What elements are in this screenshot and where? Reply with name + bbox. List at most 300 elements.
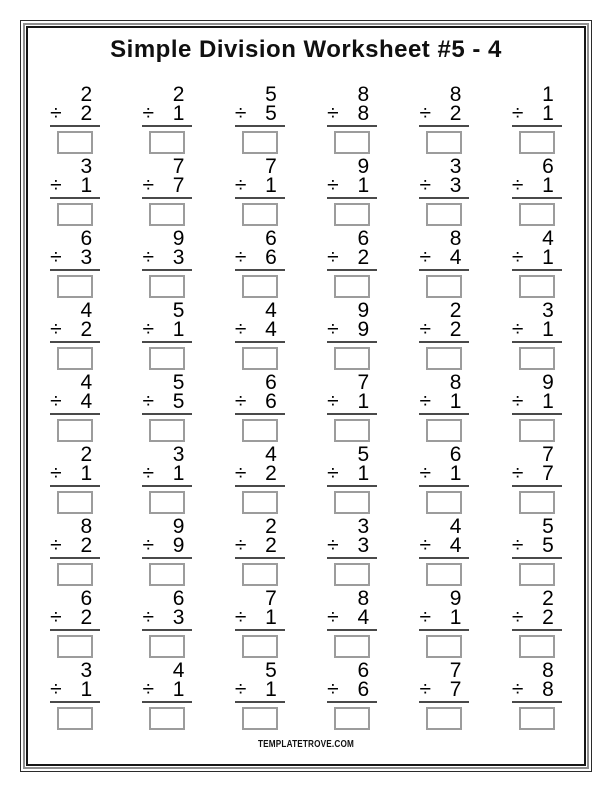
answer-line — [235, 269, 285, 271]
division-problem — [419, 445, 469, 517]
divide-sign-icon: ÷ — [327, 174, 339, 197]
answer-line — [327, 269, 377, 271]
answer-line — [50, 701, 100, 703]
divisor: 2 — [80, 102, 93, 125]
answer-box[interactable] — [334, 707, 370, 730]
answer-box[interactable] — [426, 347, 462, 370]
answer-box[interactable] — [149, 707, 185, 730]
dividend: 3 — [357, 515, 370, 538]
answer-line — [419, 485, 469, 487]
answer-line — [142, 269, 192, 271]
divide-sign-icon: ÷ — [50, 462, 62, 485]
divisor: 1 — [172, 678, 185, 701]
dividend: 7 — [357, 371, 370, 394]
division-problem — [327, 301, 377, 373]
answer-box[interactable] — [426, 131, 462, 154]
division-problem — [50, 157, 100, 229]
division-problem — [512, 589, 562, 661]
divide-sign-icon: ÷ — [234, 462, 247, 485]
dividend: 2 — [172, 83, 185, 106]
dividend: 2 — [542, 587, 554, 610]
division-problem — [50, 445, 100, 517]
answer-line — [235, 125, 285, 127]
division-problem — [235, 229, 285, 301]
answer-line — [419, 629, 469, 631]
division-problem — [142, 661, 192, 733]
division-problem — [50, 85, 100, 157]
dividend: 9 — [172, 227, 185, 250]
division-problem — [327, 589, 377, 661]
dividend: 9 — [449, 587, 462, 610]
page-content — [29, 29, 583, 763]
dividend: 4 — [80, 299, 93, 322]
divisor: 5 — [542, 534, 554, 557]
divide-sign-icon: ÷ — [50, 678, 62, 701]
answer-box[interactable] — [334, 347, 370, 370]
answer-line — [419, 197, 469, 199]
divide-sign-icon: ÷ — [327, 606, 339, 629]
divisor: 1 — [542, 102, 554, 125]
answer-box[interactable] — [149, 563, 185, 586]
division-problem — [50, 373, 100, 445]
answer-box[interactable] — [57, 635, 93, 658]
answer-line — [142, 485, 192, 487]
answer-box[interactable] — [426, 491, 462, 514]
dividend: 6 — [80, 587, 93, 610]
divide-sign-icon: ÷ — [50, 102, 62, 125]
divisor: 8 — [357, 102, 370, 125]
divide-sign-icon: ÷ — [234, 678, 247, 701]
answer-box[interactable] — [57, 707, 93, 730]
divide-sign-icon: ÷ — [419, 678, 432, 701]
answer-box[interactable] — [426, 203, 462, 226]
division-problem — [419, 661, 469, 733]
answer-line — [419, 413, 469, 415]
divisor: 4 — [357, 606, 370, 629]
answer-box[interactable] — [149, 491, 185, 514]
divide-sign-icon: ÷ — [142, 534, 155, 557]
divisor: 1 — [80, 174, 93, 197]
divide-sign-icon: ÷ — [419, 174, 432, 197]
divide-sign-icon: ÷ — [327, 390, 339, 413]
divide-sign-icon: ÷ — [142, 318, 155, 341]
dividend: 5 — [542, 515, 554, 538]
division-problem — [142, 301, 192, 373]
answer-line — [512, 557, 562, 559]
division-problem — [142, 589, 192, 661]
answer-box[interactable] — [57, 563, 93, 586]
answer-line — [327, 485, 377, 487]
divide-sign-icon: ÷ — [327, 678, 339, 701]
answer-line — [419, 125, 469, 127]
dividend: 2 — [449, 299, 462, 322]
answer-line — [50, 197, 100, 199]
division-problem — [419, 373, 469, 445]
division-problem — [142, 445, 192, 517]
divide-sign-icon: ÷ — [234, 318, 247, 341]
answer-box[interactable] — [426, 563, 462, 586]
answer-box[interactable] — [519, 275, 555, 298]
division-problem — [50, 661, 100, 733]
division-problem — [512, 229, 562, 301]
divisor: 4 — [449, 534, 462, 557]
dividend: 8 — [449, 227, 462, 250]
answer-line — [419, 557, 469, 559]
answer-box[interactable] — [242, 347, 278, 370]
divide-sign-icon: ÷ — [419, 102, 432, 125]
dividend: 3 — [80, 155, 93, 178]
answer-line — [142, 629, 192, 631]
answer-box[interactable] — [57, 131, 93, 154]
divisor: 1 — [449, 462, 462, 485]
dividend: 7 — [542, 443, 554, 466]
divide-sign-icon: ÷ — [142, 390, 155, 413]
divisor: 1 — [80, 462, 93, 485]
answer-box[interactable] — [149, 131, 185, 154]
dividend: 5 — [357, 443, 370, 466]
answer-box[interactable] — [242, 491, 278, 514]
answer-box[interactable] — [242, 635, 278, 658]
dividend: 9 — [542, 371, 554, 394]
dividend: 6 — [265, 227, 277, 250]
divisor: 7 — [542, 462, 554, 485]
division-problem — [235, 301, 285, 373]
divide-sign-icon: ÷ — [419, 606, 432, 629]
dividend: 7 — [449, 659, 462, 682]
answer-line — [327, 701, 377, 703]
division-problem — [235, 661, 285, 733]
divisor: 6 — [357, 678, 370, 701]
division-problem — [142, 85, 192, 157]
divisor: 2 — [265, 462, 277, 485]
answer-box[interactable] — [149, 347, 185, 370]
dividend: 8 — [80, 515, 93, 538]
divide-sign-icon: ÷ — [511, 462, 524, 485]
division-problem — [50, 589, 100, 661]
answer-line — [142, 125, 192, 127]
divisor: 1 — [542, 174, 554, 197]
answer-line — [235, 485, 285, 487]
divide-sign-icon: ÷ — [234, 606, 247, 629]
answer-box[interactable] — [334, 419, 370, 442]
division-problem — [512, 517, 562, 589]
division-problem — [50, 301, 100, 373]
answer-box[interactable] — [334, 491, 370, 514]
answer-line — [327, 341, 377, 343]
answer-box[interactable] — [519, 635, 555, 658]
division-problem — [235, 85, 285, 157]
divide-sign-icon: ÷ — [419, 390, 432, 413]
dividend: 8 — [357, 83, 370, 106]
divide-sign-icon: ÷ — [511, 390, 524, 413]
divisor: 4 — [80, 390, 93, 413]
divide-sign-icon: ÷ — [511, 606, 524, 629]
divisor: 1 — [542, 246, 554, 269]
dividend: 6 — [357, 227, 370, 250]
divide-sign-icon: ÷ — [234, 174, 247, 197]
divisor: 1 — [172, 318, 185, 341]
division-problem — [235, 445, 285, 517]
division-problem — [327, 517, 377, 589]
dividend: 6 — [172, 587, 185, 610]
answer-box[interactable] — [242, 707, 278, 730]
dividend: 5 — [172, 371, 185, 394]
divisor: 2 — [449, 318, 462, 341]
divisor: 5 — [265, 102, 277, 125]
answer-line — [419, 269, 469, 271]
divide-sign-icon: ÷ — [327, 534, 339, 557]
dividend: 6 — [449, 443, 462, 466]
divide-sign-icon: ÷ — [142, 246, 155, 269]
divisor: 3 — [357, 534, 370, 557]
answer-box[interactable] — [242, 203, 278, 226]
divisor: 1 — [172, 462, 185, 485]
divide-sign-icon: ÷ — [511, 246, 524, 269]
answer-box[interactable] — [242, 419, 278, 442]
divisor: 2 — [542, 606, 554, 629]
answer-box[interactable] — [426, 419, 462, 442]
dividend: 5 — [265, 659, 277, 682]
page-title: Simple Division Worksheet #5 - 4 — [110, 36, 502, 63]
answer-line — [512, 629, 562, 631]
division-problem — [512, 445, 562, 517]
division-problem — [327, 373, 377, 445]
divide-sign-icon: ÷ — [511, 318, 524, 341]
division-problem — [512, 157, 562, 229]
answer-box[interactable] — [426, 707, 462, 730]
answer-box[interactable] — [149, 275, 185, 298]
divide-sign-icon: ÷ — [327, 318, 339, 341]
answer-box[interactable] — [57, 203, 93, 226]
divisor: 1 — [265, 174, 277, 197]
divisor: 1 — [172, 102, 185, 125]
answer-box[interactable] — [149, 419, 185, 442]
divisor: 4 — [265, 318, 277, 341]
dividend: 9 — [357, 155, 370, 178]
divide-sign-icon: ÷ — [511, 102, 524, 125]
divide-sign-icon: ÷ — [327, 102, 339, 125]
answer-line — [50, 125, 100, 127]
dividend: 4 — [172, 659, 185, 682]
divide-sign-icon: ÷ — [142, 102, 155, 125]
dividend: 8 — [357, 587, 370, 610]
division-problem — [235, 589, 285, 661]
division-problem — [419, 517, 469, 589]
answer-line — [512, 413, 562, 415]
answer-line — [50, 557, 100, 559]
divide-sign-icon: ÷ — [50, 606, 62, 629]
division-problem — [142, 517, 192, 589]
answer-box[interactable] — [242, 275, 278, 298]
dividend: 2 — [265, 515, 277, 538]
division-problem — [327, 85, 377, 157]
divide-sign-icon: ÷ — [50, 390, 62, 413]
answer-box[interactable] — [149, 635, 185, 658]
divide-sign-icon: ÷ — [142, 606, 155, 629]
answer-line — [50, 485, 100, 487]
divide-sign-icon: ÷ — [142, 462, 155, 485]
answer-box[interactable] — [519, 203, 555, 226]
divisor: 2 — [80, 534, 93, 557]
division-problem — [327, 157, 377, 229]
dividend: 4 — [265, 443, 277, 466]
dividend: 4 — [449, 515, 462, 538]
divide-sign-icon: ÷ — [50, 534, 62, 557]
division-problem — [512, 85, 562, 157]
dividend: 4 — [542, 227, 554, 250]
dividend: 3 — [449, 155, 462, 178]
answer-line — [327, 557, 377, 559]
answer-box[interactable] — [57, 491, 93, 514]
dividend: 7 — [172, 155, 185, 178]
answer-box[interactable] — [57, 419, 93, 442]
divide-sign-icon: ÷ — [234, 390, 247, 413]
dividend: 4 — [80, 371, 93, 394]
divisor: 4 — [449, 246, 462, 269]
divide-sign-icon: ÷ — [511, 174, 524, 197]
answer-box[interactable] — [242, 131, 278, 154]
divide-sign-icon: ÷ — [50, 174, 62, 197]
division-problem — [419, 229, 469, 301]
answer-line — [50, 341, 100, 343]
dividend: 9 — [172, 515, 185, 538]
divide-sign-icon: ÷ — [50, 246, 62, 269]
answer-line — [512, 485, 562, 487]
answer-line — [512, 341, 562, 343]
answer-box[interactable] — [519, 491, 555, 514]
division-problem — [50, 229, 100, 301]
dividend: 8 — [449, 371, 462, 394]
dividend: 7 — [265, 155, 277, 178]
divide-sign-icon: ÷ — [419, 462, 432, 485]
division-problem — [235, 373, 285, 445]
answer-line — [512, 269, 562, 271]
answer-box[interactable] — [519, 419, 555, 442]
divisor: 1 — [357, 174, 370, 197]
answer-line — [327, 629, 377, 631]
dividend: 3 — [80, 659, 93, 682]
divisor: 7 — [172, 174, 185, 197]
answer-box[interactable] — [426, 635, 462, 658]
divide-sign-icon: ÷ — [419, 534, 432, 557]
answer-box[interactable] — [334, 203, 370, 226]
divide-sign-icon: ÷ — [142, 678, 155, 701]
answer-box[interactable] — [426, 275, 462, 298]
answer-line — [50, 269, 100, 271]
divisor: 3 — [80, 246, 93, 269]
answer-line — [235, 701, 285, 703]
answer-line — [50, 629, 100, 631]
divisor: 8 — [542, 678, 554, 701]
divide-sign-icon: ÷ — [419, 318, 432, 341]
answer-box[interactable] — [242, 563, 278, 586]
divide-sign-icon: ÷ — [511, 534, 524, 557]
dividend: 8 — [449, 83, 462, 106]
dividend: 2 — [80, 83, 93, 106]
divisor: 2 — [80, 606, 93, 629]
division-problem — [235, 157, 285, 229]
answer-box[interactable] — [334, 635, 370, 658]
answer-line — [142, 197, 192, 199]
answer-box[interactable] — [57, 347, 93, 370]
dividend: 6 — [542, 155, 554, 178]
answer-box[interactable] — [149, 203, 185, 226]
division-problem — [419, 85, 469, 157]
division-problem — [327, 445, 377, 517]
answer-box[interactable] — [519, 563, 555, 586]
answer-line — [235, 629, 285, 631]
divide-sign-icon: ÷ — [511, 678, 524, 701]
division-problem — [142, 229, 192, 301]
divide-sign-icon: ÷ — [234, 246, 247, 269]
dividend: 8 — [542, 659, 554, 682]
answer-box[interactable] — [519, 131, 555, 154]
divide-sign-icon: ÷ — [234, 102, 247, 125]
division-problem — [419, 301, 469, 373]
answer-line — [327, 413, 377, 415]
answer-box[interactable] — [334, 131, 370, 154]
dividend: 3 — [172, 443, 185, 466]
answer-line — [419, 341, 469, 343]
division-problem — [419, 589, 469, 661]
dividend: 7 — [265, 587, 277, 610]
dividend: 1 — [542, 83, 554, 106]
answer-box[interactable] — [334, 563, 370, 586]
divisor: 2 — [80, 318, 93, 341]
dividend: 9 — [357, 299, 370, 322]
dividend: 4 — [265, 299, 277, 322]
division-problem — [419, 157, 469, 229]
divide-sign-icon: ÷ — [142, 174, 155, 197]
divisor: 9 — [357, 318, 370, 341]
answer-line — [327, 125, 377, 127]
division-problem — [327, 229, 377, 301]
division-problem — [327, 661, 377, 733]
divisor: 9 — [172, 534, 185, 557]
divisor: 1 — [542, 318, 554, 341]
divisor: 1 — [357, 390, 370, 413]
divisor: 2 — [265, 534, 277, 557]
answer-box[interactable] — [334, 275, 370, 298]
answer-line — [419, 701, 469, 703]
divisor: 3 — [449, 174, 462, 197]
divide-sign-icon: ÷ — [50, 318, 62, 341]
division-problem — [235, 517, 285, 589]
answer-line — [327, 197, 377, 199]
answer-line — [142, 341, 192, 343]
dividend: 6 — [80, 227, 93, 250]
division-problem — [50, 517, 100, 589]
divisor: 2 — [357, 246, 370, 269]
answer-line — [235, 197, 285, 199]
divide-sign-icon: ÷ — [234, 534, 247, 557]
answer-box[interactable] — [519, 707, 555, 730]
dividend: 2 — [80, 443, 93, 466]
answer-line — [235, 341, 285, 343]
divisor: 1 — [80, 678, 93, 701]
answer-line — [235, 413, 285, 415]
division-problem — [142, 373, 192, 445]
answer-box[interactable] — [519, 347, 555, 370]
answer-box[interactable] — [57, 275, 93, 298]
divide-sign-icon: ÷ — [419, 246, 432, 269]
divisor: 1 — [357, 462, 370, 485]
divide-sign-icon: ÷ — [327, 246, 339, 269]
division-problem — [512, 661, 562, 733]
divisor: 3 — [172, 606, 185, 629]
divisor: 7 — [449, 678, 462, 701]
answer-line — [142, 557, 192, 559]
